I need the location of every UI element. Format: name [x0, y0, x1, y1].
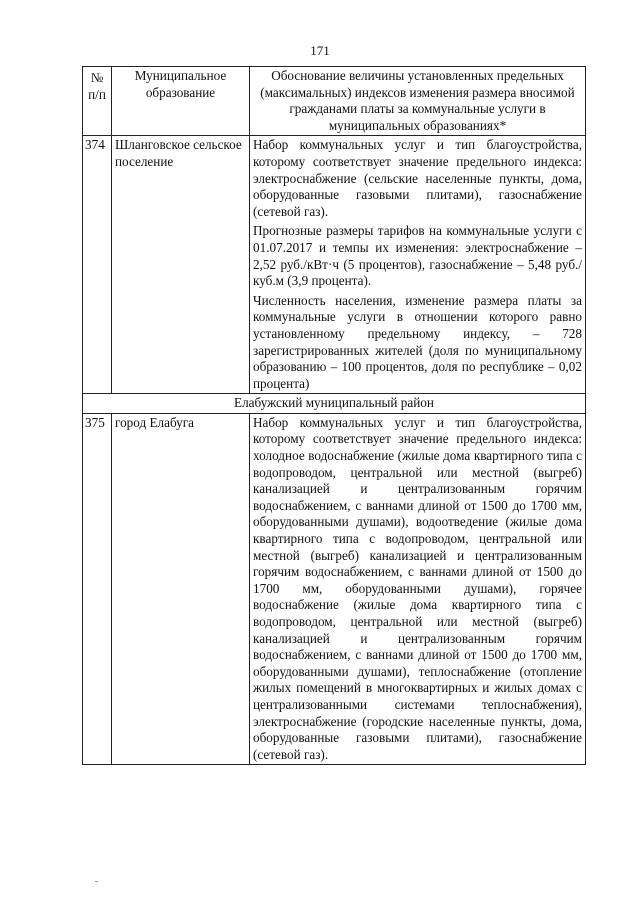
header-num: № п/п — [83, 67, 112, 136]
page-number: 171 — [310, 43, 330, 58]
district-name: Елабужский муниципальный район — [83, 394, 586, 414]
table-row — [83, 413, 586, 764]
row-reason — [250, 136, 586, 394]
row-municipality: Шланговское сельское поселение — [112, 136, 250, 394]
reason-paragraph: Прогнозные размеры тарифов на коммунальные услуги с 01.07.2017 и темпы их изменения: электроснабжение – 2,52 руб./кВт·ч (5 процентов), газоснабжение – 5,48 руб./куб.м (3,9 процента). — [253, 223, 582, 289]
header-reason: Обоснование величины установленных предельных (максимальных) индексов изменения размера вносимой гражданами платы за коммунальные услуги в муниципальных образованиях* — [250, 67, 586, 136]
tariff-index-table — [82, 66, 586, 765]
district-row — [83, 394, 586, 414]
row-num: 374 — [83, 136, 112, 394]
table-row — [83, 136, 586, 394]
reason-paragraph: Набор коммунальных услуг и тип благоустройства, которому соответствует значение предельного индекса: электроснабжение (сельские населенные пункты, дома, оборудованные газовыми плитами), газоснабжение (сетевой газ). — [253, 137, 582, 219]
row-municipality: город Елабуга — [112, 413, 250, 764]
header-municipality: Муниципальное образование — [112, 67, 250, 136]
row-reason — [250, 413, 586, 764]
reason-paragraph: Набор коммунальных услуг и тип благоустройства, которому соответствует значение предельного индекса: холодное водоснабжение (жилые дома квартирного типа с водопроводом, центральной или местной (выгреб) канализацией и централизованным горячим водоснабжением, с ваннами длиной от 1500 до 1700 мм, оборудованными душами), водоотведение (жилые дома квартирного типа с водопроводом, центральной или местной (выгреб) канализацией и централизованным горячим водоснабжением, с ваннами длиной от 1500 до 1700 мм, оборудованными душами), горячее водоснабжение (жилые дома квартирного типа с водопроводом, центральной или местной (выгреб) канализацией и централизованным горячим водоснабжением, с ваннами длиной от 1500 до 1700 мм, оборудованными душами), теплоснабжение (отопление жилых помещений в многоквартирных и жилых домах с централизованными системами теплоснабжения), электроснабжение (городские населенные пункты, дома, оборудованные газовыми плитами), газоснабжение (сетевой газ). — [253, 414, 582, 762]
reason-paragraph: Численность населения, изменение размера платы за коммунальные услуги в отношении которого равно установленному предельному индексу, – 728 зарегистрированных жителей (доля по муниципальному образованию – 100 процентов, доля по республике – 0,02 процента) — [253, 292, 582, 391]
row-num: 375 — [83, 413, 112, 764]
table-header-row — [83, 67, 586, 136]
scan-mark — [95, 881, 98, 882]
